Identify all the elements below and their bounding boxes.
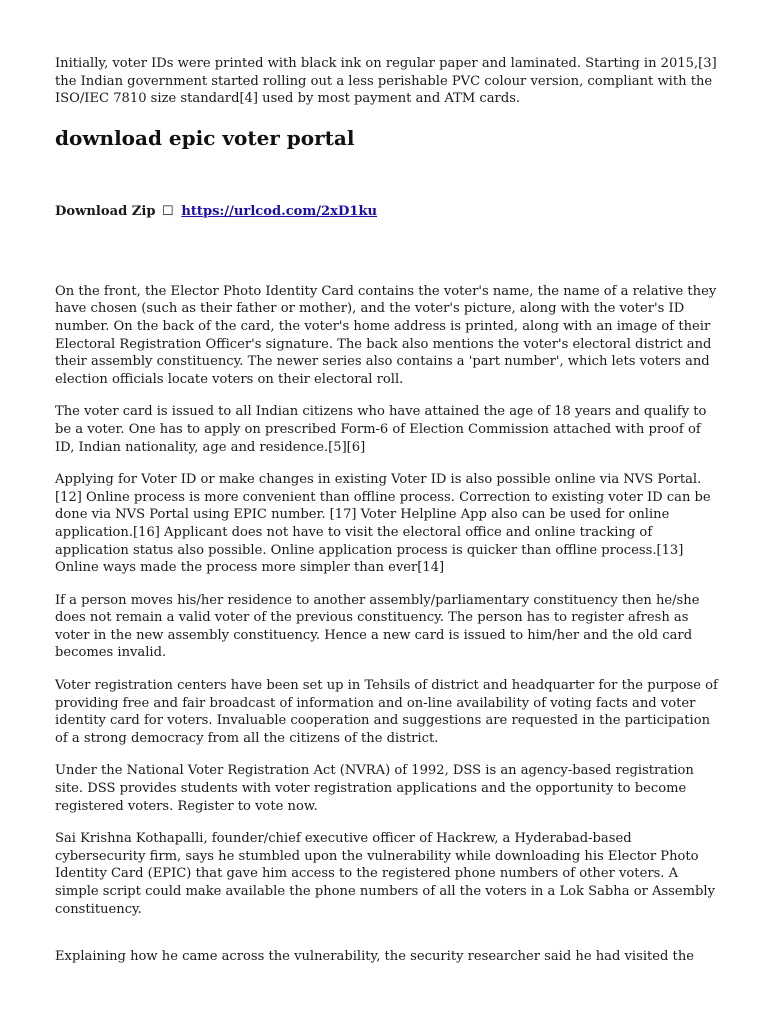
paragraph-vulnerability: Sai Krishna Kothapalli, founder/chief executive officer of Hackrew, a Hyderabad-based cybersecurity firm, says he stumbled upon the vulnerability while downloading his Elector Photo Identity Card (EPIC) that gave him access to the registered phone numbers of other voters. A simple script could make available the phone numbers of all the voters in a Lok Sabha or Assembly constituency. bbox=[55, 831, 716, 917]
document-page bbox=[55, 55, 720, 981]
paragraph-registration-centers: Voter registration centers have been set up in Tehsils of district and headquarter for the purpose of providing free and fair broadcast of information and on-line availability of voting facts and voter identity card for voters. Invaluable cooperation and suggestions are requested in the participation of a strong democracy from all the citizens of the district. bbox=[55, 678, 718, 746]
paragraph-eligibility: The voter card is issued to all Indian citizens who have attained the age of 18 years and qualify to be a voter. One has to apply on prescribed Form-6 of Election Commission attached with proof of ID, Indian nationality, age and residence.[5][6] bbox=[55, 404, 707, 455]
paragraph-nvra: Under the National Voter Registration Act (NVRA) of 1992, DSS is an agency-based registration site. DSS provides students with voter registration applications and the opportunity to become registered voters. Register to vote now. bbox=[55, 763, 694, 814]
paragraph-card-front-back: On the front, the Elector Photo Identity Card contains the voter's name, the name of a relative they have chosen (such as their father or mother), and the voter's picture, along with the voter's ID number. On the back of the card, the voter's home address is printed, along with an image of their Electoral Registration Officer's signature. The back also mentions the voter's electoral district and their assembly constituency. The newer series also contains a 'part number', which lets voters and election officials locate voters on their electoral roll. bbox=[55, 283, 717, 387]
download-link[interactable]: https://urlcod.com/2xD1ku bbox=[181, 203, 378, 219]
paragraph-explanation: Explaining how he came across the vulnerability, the security researcher said he had visited the bbox=[55, 949, 695, 965]
download-label: Download Zip bbox=[55, 203, 156, 219]
missing-glyph-icon: ☐ bbox=[162, 203, 174, 219]
paragraph-residence-change: If a person moves his/her residence to another assembly/parliamentary constituency then he/she does not remain a valid voter of the previous constituency. The person has to register afresh as voter in the new assembly constituency. Hence a new card is issued to him/her and the old card becomes invalid. bbox=[55, 592, 700, 661]
page-title: download epic voter portal bbox=[55, 125, 355, 150]
article-body bbox=[55, 283, 720, 966]
paragraph-online-application: Applying for Voter ID or make changes in existing Voter ID is also possible online via NVS Portal.[12] Online process is more convenient than offline process. Correction to existing voter ID can be done via NVS Portal using EPIC number. [17] Voter Helpline App also can be used for online application.[16] Applicant does not have to visit the electoral office and online tracking of application status also possible. Online application process is quicker than offline process.[13] Online ways made the process more simpler than ever[14] bbox=[55, 472, 711, 576]
download-row bbox=[55, 203, 720, 221]
intro-paragraph: Initially, voter IDs were printed with black ink on regular paper and laminated. Starting in 2015,[3] the Indian government started rolling out a less perishable PVC colour version, compliant with the ISO/IEC 7810 size standard[4] used by most payment and ATM cards. bbox=[55, 56, 717, 107]
